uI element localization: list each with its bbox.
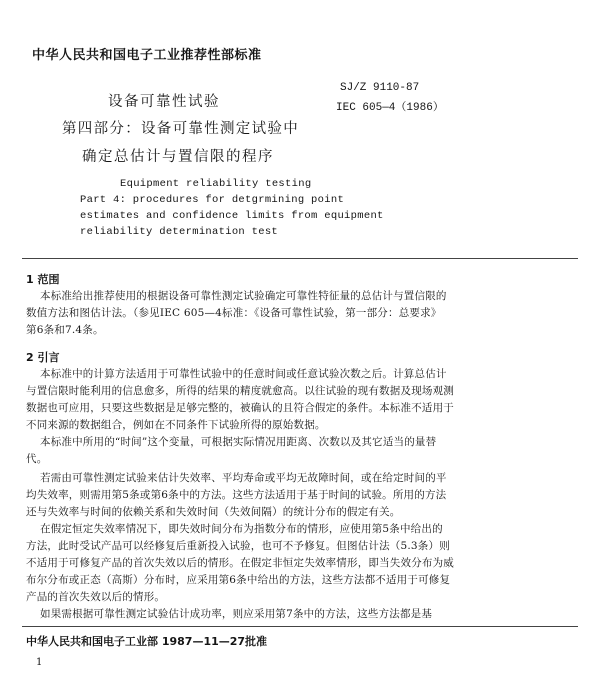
s2-text-line: 若需由可靠性测定试验来估计失效率、平均寿命或平均无故障时间，或在给定时间的平 xyxy=(40,472,447,484)
s2-text-line: 不同来源的数据组合，例如在不同条件下试验所得的原始数据。 xyxy=(26,419,326,431)
s2-text-line: 代。 xyxy=(26,453,48,465)
s2-text-line: 布尔分布或正态（高斯）分布时，应采用第6条中给出的方法，这些方法都不适用于可修复 xyxy=(26,574,451,586)
s2-text-line: 如果需根据可靠性测定试验估计成功率，则应采用第7条中的方法，这些方法都是基 xyxy=(40,608,433,620)
s2-text-line: 还与失效率与时间的依赖关系和失效时间（失效间隔）的统计分布的假定有关。 xyxy=(26,506,401,518)
s2-text-line: 本标准中所用的“时间”这个变量，可根据实际情况用距离、次数以及其它适当的量替 xyxy=(40,436,437,448)
s1-text-line: 数值方法和图估计法。（参见IEC 605—4标准：《设备可靠性试验，第一部分：总要求》 xyxy=(26,307,442,319)
title-zh-line-1: 设备可靠性试验 xyxy=(108,94,220,110)
s1-text-line: 本标准给出推荐使用的根据设备可靠性测定试验确定可靠性特征量的总估计与置信限的 xyxy=(40,290,447,302)
s1-text-line: 第6条和7.4条。 xyxy=(26,324,104,336)
s2-text-line: 在假定恒定失效率情况下，即失效时间分布为指数分布的情形，应使用第5条中给出的 xyxy=(40,523,443,535)
iec-reference: IEC 605—4（1986） xyxy=(336,102,444,114)
title-divider xyxy=(22,258,578,259)
page-number: 1 xyxy=(36,657,43,668)
section-1-heading: 1 范围 xyxy=(26,273,60,286)
title-en-line-3: estimates and confidence limits from equipment xyxy=(80,210,384,222)
footer-divider xyxy=(22,626,578,627)
s2-text-line: 与置信限时能利用的信息愈多，所得的结果的精度就愈高。以往试验的现有数据及现场观测 xyxy=(26,385,454,397)
s2-text-line: 本标准中的计算方法适用于可靠性试验中的任意时间或任意试验次数之后。计算总估计 xyxy=(40,368,447,380)
s2-text-line: 均失效率，则需用第5条或第6条中的方法。这些方法适用于基于时间的试验。所用的方法 xyxy=(26,489,447,501)
s2-text-line: 产品的首次失效以后的情形。 xyxy=(26,591,166,603)
issuer-title: 中华人民共和国电子工业推荐性部标准 xyxy=(32,48,262,63)
s2-text-line: 不适用于可修复产品的首次失效以后的情形。在假定非恒定失效率情形，即当失效分布为威 xyxy=(26,557,454,569)
title-en-line-1: Equipment reliability testing xyxy=(120,178,312,190)
section-2-heading: 2 引言 xyxy=(26,351,60,364)
title-zh-line-3: 确定总估计与置信限的程序 xyxy=(82,149,274,165)
s2-text-line: 数据也可应用，只要这些数据是足够完整的，被确认的且符合假定的条件。本标准不适用于 xyxy=(26,402,454,414)
title-en-line-2: Part 4: procedures for detgrmining point xyxy=(80,194,345,206)
title-zh-line-2: 第四部分：设备可靠性测定试验中 xyxy=(62,121,299,137)
standard-number: SJ/Z 9110-87 xyxy=(340,82,420,94)
approval-line: 中华人民共和国电子工业部 1987—11—27批准 xyxy=(26,635,268,648)
title-en-line-4: reliability determination test xyxy=(80,226,279,238)
s2-text-line: 方法，此时受试产品可以经修复后重新投入试验，也可不予修复。但图估计法（5.3条）则 xyxy=(26,540,450,552)
